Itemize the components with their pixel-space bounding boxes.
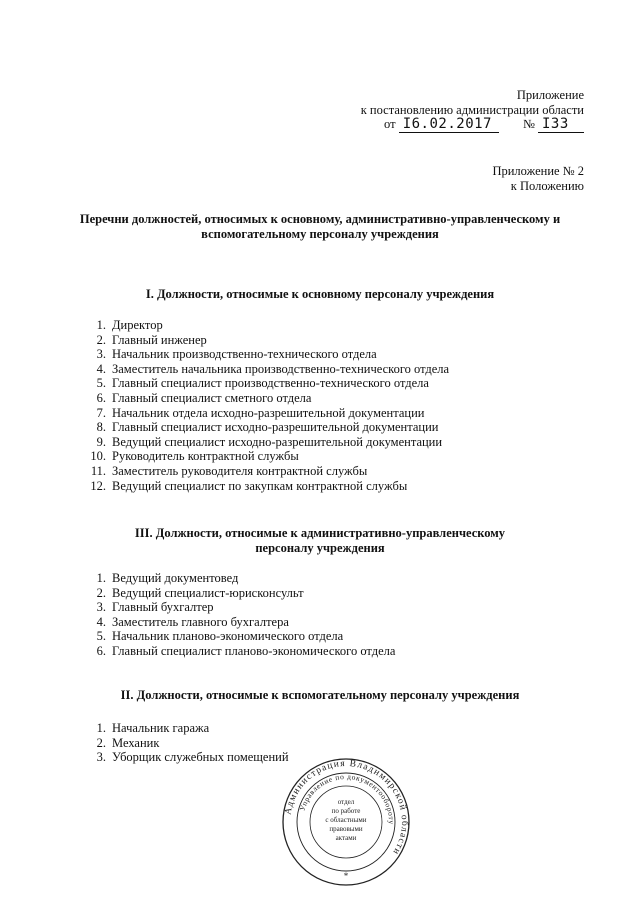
- list-item-text: Главный инженер: [112, 332, 207, 347]
- list-item: [84, 479, 449, 494]
- stamp-center-line: с областными: [325, 816, 367, 824]
- section3-heading-line1: III. Должности, относимые к административно-управленческому: [134, 526, 506, 540]
- list-item-number: 2.: [96, 332, 106, 347]
- list-item-text: Главный специалист планово-экономического отдела: [112, 643, 396, 658]
- list-item-text: Заместитель главного бухгалтера: [112, 614, 289, 629]
- stamp-center-line: актами: [335, 834, 357, 842]
- list-item-text: Уборщик служебных помещений: [112, 750, 289, 765]
- list-item-text: Ведущий специалист по закупкам контрактной службы: [112, 478, 408, 493]
- list-item: [84, 721, 289, 736]
- list-item: [84, 449, 449, 464]
- list-item-number: 11.: [90, 463, 106, 478]
- list-item: [84, 376, 449, 391]
- stamp-outer-text: Администрация Владимирской области: [283, 758, 410, 857]
- list-item-number: 10.: [90, 449, 106, 464]
- list-item-text: Ведущий специалист-юрисконсульт: [112, 585, 304, 600]
- list-item-text: Главный специалист исходно-разрешительной документации: [112, 420, 439, 435]
- list-item-number: 2.: [96, 735, 106, 750]
- list-item-text: Главный специалист сметного отдела: [112, 390, 312, 405]
- list-item-text: Директор: [112, 318, 163, 332]
- list-item-number: 9.: [96, 434, 106, 449]
- section2-heading: II. Должности, относимые к вспомогательному персоналу учреждения: [120, 688, 520, 702]
- list-item: [84, 347, 449, 362]
- handwritten-number: I33: [538, 116, 584, 133]
- list-item-number: 1.: [96, 318, 106, 332]
- header-date-number: [384, 116, 584, 133]
- list-item: [84, 406, 449, 421]
- list-item: [84, 464, 449, 479]
- list-item-text: Главный бухгалтер: [112, 600, 214, 615]
- list-item: [84, 644, 395, 659]
- section3-heading-line2: персоналу учреждения: [255, 541, 385, 555]
- document-title-line1: Перечни должностей, относимых к основному, административно-управленческому и: [79, 212, 561, 226]
- list-item: [84, 391, 449, 406]
- list-item: [84, 586, 395, 601]
- list-item-text: Начальник производственно-технического отдела: [112, 347, 377, 362]
- list-item: [84, 629, 395, 644]
- section1-heading: I. Должности, относимые к основному персоналу учреждения: [145, 287, 495, 301]
- stamp-star-icon: *: [343, 871, 349, 881]
- appendix-regulation: к Положению: [510, 179, 584, 193]
- section3-list: [84, 571, 395, 659]
- list-item: [84, 571, 395, 586]
- stamp-middle-text: Управление по документообороту: [297, 771, 397, 825]
- appendix-number: Приложение № 2: [492, 164, 584, 178]
- list-item-number: 1.: [96, 571, 106, 585]
- list-item-number: 5.: [96, 629, 106, 644]
- list-item-number: 3.: [96, 600, 106, 615]
- list-item-number: 3.: [96, 750, 106, 765]
- stamp-center-line: отдел: [337, 798, 355, 806]
- handwritten-date: I6.02.2017: [399, 116, 499, 133]
- list-item-number: 5.: [96, 376, 106, 391]
- list-item: [84, 736, 289, 751]
- number-sign: №: [522, 117, 535, 131]
- list-item-text: Главный специалист производственно-технического отдела: [112, 376, 429, 391]
- list-item: [84, 333, 449, 348]
- section2-list: [84, 721, 289, 765]
- list-item-text: Руководитель контрактной службы: [112, 449, 299, 464]
- list-item-number: 2.: [96, 585, 106, 600]
- list-item-text: Начальник отдела исходно-разрешительной документации: [112, 405, 425, 420]
- document-title-line2: вспомогательному персоналу учреждения: [201, 227, 439, 241]
- list-item-text: Ведущий документовед: [112, 571, 239, 585]
- list-item-number: 1.: [96, 721, 106, 735]
- list-item: [84, 318, 449, 333]
- date-prefix: от: [384, 117, 396, 131]
- header-appendix-label: Приложение: [516, 88, 584, 102]
- section3-heading: [0, 526, 640, 556]
- list-item-number: 8.: [96, 420, 106, 435]
- list-item: [84, 362, 449, 377]
- stamp-center-line: по работе: [331, 807, 361, 815]
- list-item: [84, 435, 449, 450]
- list-item-text: Заместитель начальника производственно-технического отдела: [112, 361, 450, 376]
- list-item-number: 7.: [96, 405, 106, 420]
- list-item-text: Начальник планово-экономического отдела: [112, 629, 344, 644]
- list-item-number: 12.: [90, 478, 106, 493]
- stamp-center-text: [325, 798, 366, 842]
- list-item: [84, 600, 395, 615]
- section1-list: [84, 318, 449, 493]
- list-item-number: 3.: [96, 347, 106, 362]
- list-item-number: 4.: [96, 614, 106, 629]
- list-item: [84, 750, 289, 765]
- list-item-number: 6.: [96, 390, 106, 405]
- list-item: [84, 420, 449, 435]
- list-item-text: Механик: [112, 735, 160, 750]
- document-title: [0, 212, 640, 242]
- official-round-stamp: [281, 757, 411, 887]
- header-resolution-ref: к постановлению администрации области: [360, 103, 584, 117]
- list-item-text: Начальник гаража: [112, 721, 210, 735]
- list-item: [84, 615, 395, 630]
- stamp-center-line: правовыми: [329, 825, 363, 833]
- list-item-number: 6.: [96, 643, 106, 658]
- list-item-text: Ведущий специалист исходно-разрешительной документации: [112, 434, 443, 449]
- list-item-text: Заместитель руководителя контрактной службы: [112, 463, 368, 478]
- list-item-number: 4.: [96, 361, 106, 376]
